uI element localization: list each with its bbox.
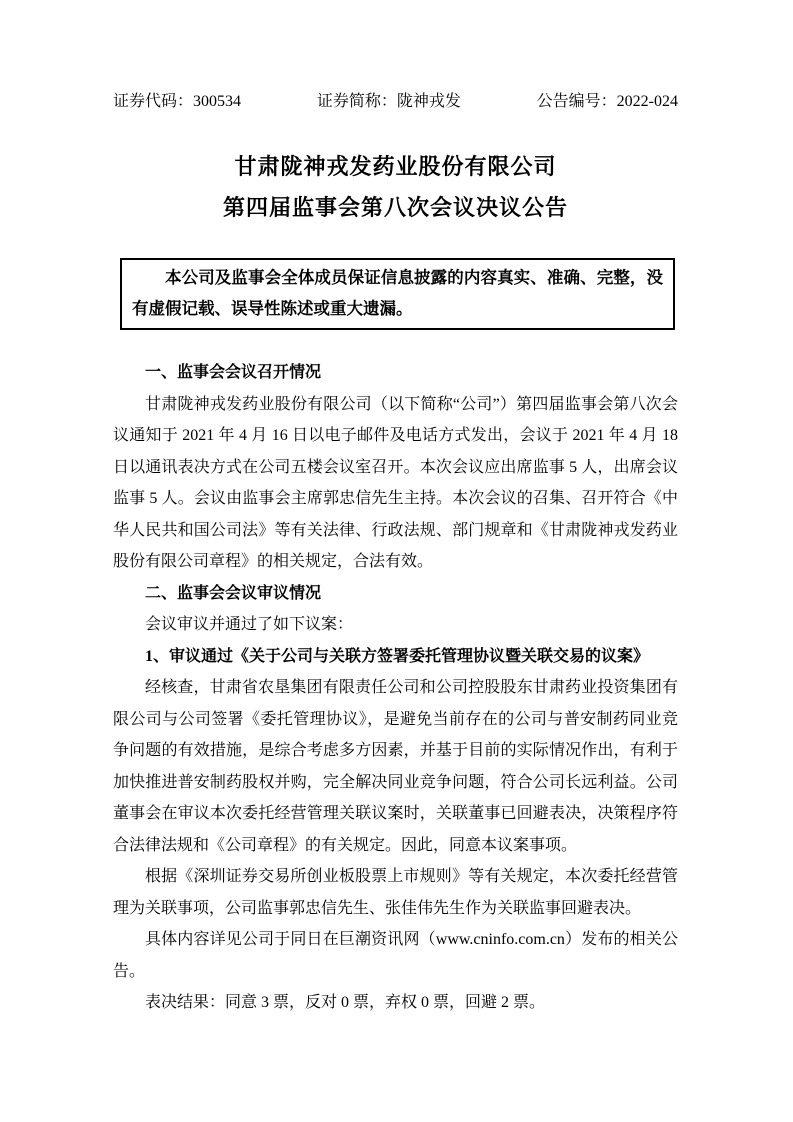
proposal-1-review-paragraph: 经核查，甘肃省农垦集团有限责任公司和公司控股股东甘肃药业投资集团有限公司与公司签署《委托管理协议》，是避免当前存在的公司与普安制药同业竞争问题的有效措施，是综合考虑多方因素，并基于目前的实际情况作出，有利于加快推进普安制药股权并购，完全解决同业竞争问题，符合公司长远利益。公司董事会在审议本次委托经营管理关联议案时，关联董事已回避表决，决策程序符合法律法规和《公司章程》的有关规定。因此，同意本议案事项。 xyxy=(113,679,678,854)
meeting-resolution-title-line: 第四届监事会第八次会议决议公告 xyxy=(222,195,568,220)
stock-short-name: 证券简称：陇神戎发 xyxy=(316,93,461,110)
voting-result-paragraph: 表决结果：同意 3 票，反对 0 票，弃权 0 票，回避 2 票。 xyxy=(145,994,546,1011)
announcement-number: 公告编号：2022-024 xyxy=(536,93,678,110)
section-heading-meeting-review: 二、监事会会议审议情况 xyxy=(145,584,322,602)
meeting-convening-paragraph: 甘肃陇神戎发药业股份有限公司（以下简称“公司”）第四届监事会第八次会议通知于 2021 年 4 月 16 日以电子邮件及电话方式发出，会议于 2021 年 4 月 18 日以通讯表决方式在公司五楼会议室召开。本次会议应出席监事 5 人，出席会议监事 5 人。会议由监事会主席郭忠信先生主持。本次会议的召集、召开符合《中华人民共和国公司法》等有关法律、行政法规、部门规章和《甘肃陇神戎发药业股份有限公司章程》的相关规定，合法有效。 xyxy=(113,395,678,570)
disclaimer-box xyxy=(120,258,675,330)
document-title xyxy=(113,146,678,228)
company-name-title-line: 甘肃陇神戎发药业股份有限公司 xyxy=(234,154,557,179)
related-supervisors-recusal-paragraph: 根据《深圳证券交易所创业板股票上市规则》等有关规定，本次委托经营管理为关联事项，公司监事郭忠信先生、张佳伟先生作为关联监事回避表决。 xyxy=(113,868,678,917)
document-body xyxy=(113,357,678,1019)
announcement-reference-paragraph: 具体内容详见公司于同日在巨潮资讯网（www.cninfo.com.cn）发布的相关公告。 xyxy=(113,931,678,980)
proposal-1-heading: 1、审议通过《关于公司与关联方签署委托管理协议暨关联交易的议案》 xyxy=(145,647,650,665)
stock-code: 证券代码：300534 xyxy=(113,93,242,110)
section-heading-meeting-convening: 一、监事会会议召开情况 xyxy=(145,364,322,381)
disclaimer-text: 本公司及监事会全体成员保证信息披露的内容真实、准确、完整，没有虚假记载、误导性陈述或重大遗漏。 xyxy=(132,268,663,318)
agenda-intro-paragraph: 会议审议并通过了如下议案： xyxy=(145,616,354,633)
document-header xyxy=(113,92,678,112)
